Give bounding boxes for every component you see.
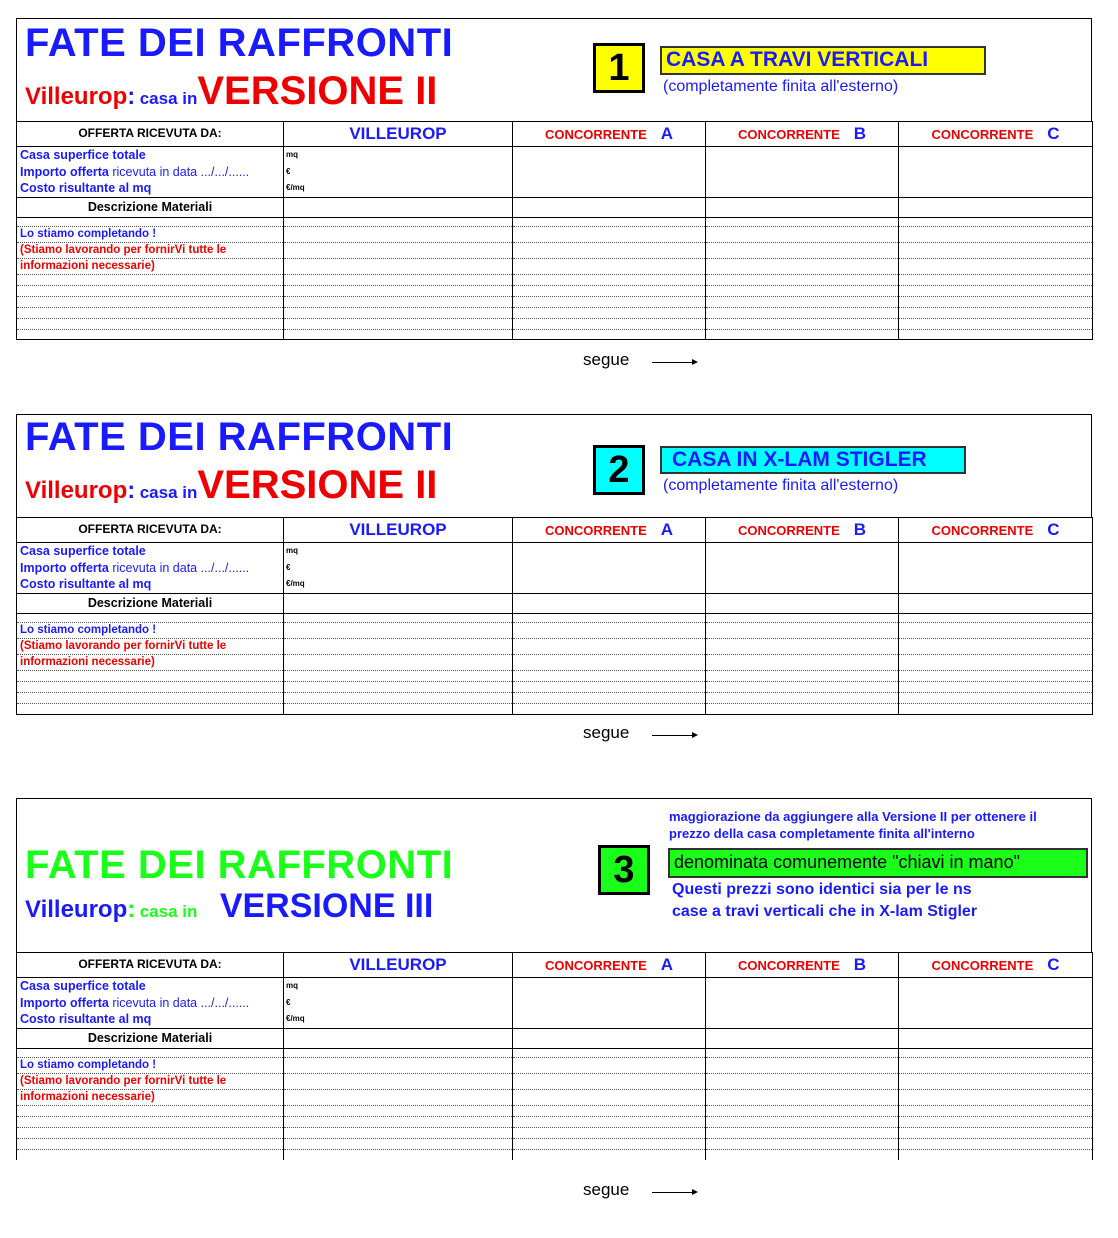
- competitor-a-header: CONCORRENTE A: [513, 953, 706, 978]
- unit-mq: mq: [286, 981, 298, 990]
- competitor-b-header: CONCORRENTE B: [706, 518, 899, 543]
- house-type-label: CASA A TRAVI VERTICALI: [660, 46, 986, 75]
- competitor-a-header: CONCORRENTE A: [513, 518, 706, 543]
- superfice-label: Casa superfice totale: [20, 148, 146, 162]
- offerta-header: OFFERTA RICEVUTA DA:: [17, 122, 284, 147]
- table-header-row: [17, 518, 1093, 543]
- info-block: [17, 978, 1093, 1029]
- work-note-line-1: (Stiamo lavorando per fornirVi tutte le: [17, 1073, 284, 1089]
- version-label: VERSIONE II: [197, 69, 438, 113]
- competitor-c-header: CONCORRENTE C: [899, 953, 1093, 978]
- unit-mq: mq: [286, 150, 298, 159]
- competitor-b-header: CONCORRENTE B: [706, 953, 899, 978]
- competitor-c-header: CONCORRENTE C: [899, 122, 1093, 147]
- section-header: [16, 414, 1092, 517]
- house-type-note: (completamente finita all'esterno): [663, 78, 899, 95]
- costo-label: Costo risultante al mq: [20, 577, 152, 591]
- work-note-line-1: (Stiamo lavorando per fornirVi tutte le: [17, 638, 284, 654]
- arrow-right-icon: [652, 1192, 696, 1193]
- descrizione-label: Descrizione Materiali: [17, 197, 284, 217]
- subtitle: Villeurop: casa inVERSIONE II: [25, 69, 438, 113]
- house-type-label: CASA IN X-LAM STIGLER: [660, 446, 966, 474]
- page-title: FATE DEI RAFFRONTI: [25, 415, 454, 459]
- unit-mq: mq: [286, 546, 298, 555]
- villeurop-column-header: VILLEUROP: [284, 122, 513, 147]
- info-block: [17, 147, 1093, 198]
- segue-label: segue: [583, 350, 630, 369]
- descrizione-row: [17, 197, 1093, 217]
- arrow-right-icon: [652, 362, 696, 363]
- competitor-b-header: CONCORRENTE B: [706, 122, 899, 147]
- info-block: [17, 543, 1093, 594]
- maggiorazione-note-1: maggiorazione da aggiungere alla Versione II per ottenere il: [669, 809, 1037, 824]
- importo-label: Importo offerta ricevuta in data .../.../......: [20, 560, 250, 575]
- descrizione-label: Descrizione Materiali: [17, 593, 284, 613]
- page-title: FATE DEI RAFFRONTI: [25, 21, 454, 65]
- house-type-note: (completamente finita all'esterno): [663, 477, 899, 494]
- table-header-row: [17, 953, 1093, 978]
- work-note-line-2: informazioni necessarie): [17, 1089, 284, 1105]
- house-type-label: denominata comunemente "chiavi in mano": [668, 848, 1088, 878]
- unit-eur: €: [286, 562, 291, 572]
- work-note-line-2: informazioni necessarie): [17, 654, 284, 670]
- competitor-a-header: CONCORRENTE A: [513, 122, 706, 147]
- offerta-header: OFFERTA RICEVUTA DA:: [17, 953, 284, 978]
- segue-label: segue: [583, 1180, 630, 1199]
- section-number-box: 3: [598, 845, 650, 895]
- version-label: VERSIONE III: [219, 887, 434, 925]
- offerta-header: OFFERTA RICEVUTA DA:: [17, 518, 284, 543]
- costo-label: Costo risultante al mq: [20, 1012, 152, 1026]
- work-note-line-1: (Stiamo lavorando per fornirVi tutte le: [17, 242, 284, 258]
- importo-label: Importo offerta ricevuta in data .../.../......: [20, 164, 250, 179]
- comparison-table: [16, 517, 1093, 715]
- superfice-label: Casa superfice totale: [20, 979, 146, 993]
- maggiorazione-note-2: prezzo della casa completamente finita all'interno: [669, 826, 975, 841]
- costo-label: Costo risultante al mq: [20, 181, 152, 195]
- table-header-row: [17, 122, 1093, 147]
- work-note-line-2: informazioni necessarie): [17, 258, 284, 274]
- prices-identical-note-2: case a travi verticali che in X-lam Stigler: [672, 903, 978, 920]
- section-1: [16, 18, 1092, 340]
- competitor-c-header: CONCORRENTE C: [899, 518, 1093, 543]
- unit-eur: €: [286, 166, 291, 176]
- subtitle: Villeurop: casa in VERSIONE III: [25, 887, 434, 925]
- comparison-table: [16, 121, 1093, 340]
- prices-identical-note-1: Questi prezzi sono identici sia per le ns: [672, 881, 972, 898]
- unit-eurmq: €/mq: [286, 183, 305, 192]
- section-number-box: 1: [593, 43, 645, 93]
- unit-eurmq: €/mq: [286, 1014, 305, 1023]
- villeurop-column-header: VILLEUROP: [284, 953, 513, 978]
- segue-label: segue: [583, 723, 630, 742]
- version-label: VERSIONE II: [197, 463, 438, 507]
- villeurop-column-header: VILLEUROP: [284, 518, 513, 543]
- unit-eurmq: €/mq: [286, 579, 305, 588]
- descrizione-row: [17, 593, 1093, 613]
- section-header: [16, 798, 1092, 952]
- arrow-right-icon: [652, 735, 696, 736]
- section-2: [16, 414, 1092, 715]
- subtitle: Villeurop: casa inVERSIONE II: [25, 463, 438, 507]
- unit-eur: €: [286, 997, 291, 1007]
- descrizione-row: [17, 1028, 1093, 1048]
- superfice-label: Casa superfice totale: [20, 544, 146, 558]
- section-header: [16, 18, 1092, 121]
- work-in-progress-text: Lo stiamo completando !: [17, 1057, 284, 1073]
- section-number-box: 2: [593, 445, 645, 495]
- importo-label: Importo offerta ricevuta in data .../.../......: [20, 995, 250, 1010]
- section-3: [16, 798, 1092, 1160]
- page-title: FATE DEI RAFFRONTI: [25, 843, 454, 887]
- descrizione-label: Descrizione Materiali: [17, 1028, 284, 1048]
- work-in-progress-text: Lo stiamo completando !: [17, 622, 284, 638]
- work-in-progress-text: Lo stiamo completando !: [17, 226, 284, 242]
- comparison-table: [16, 952, 1093, 1160]
